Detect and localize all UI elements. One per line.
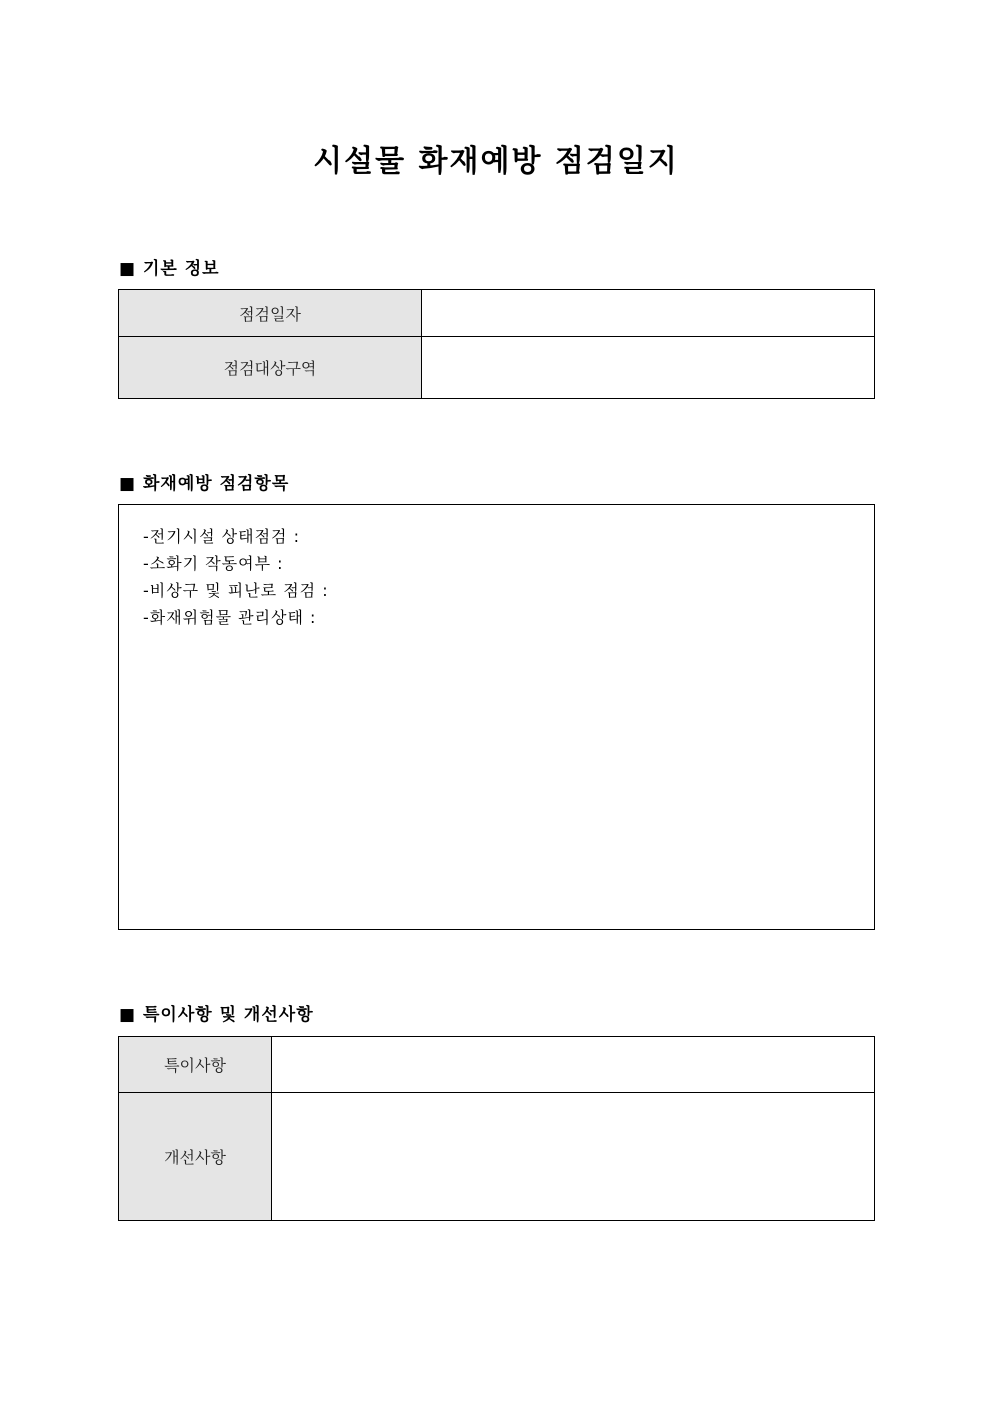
check-item: -소화기 작동여부 :: [143, 554, 284, 573]
notes-table: [118, 1036, 875, 1221]
basic-info-heading: ■ 기본 정보: [119, 259, 220, 279]
label-special-notes: 특이사항: [119, 1037, 272, 1093]
label-inspection-date: 점검일자: [119, 290, 422, 337]
check-item: -비상구 및 피난로 점검 :: [143, 581, 329, 600]
inspection-date-field[interactable]: [422, 290, 875, 337]
improvements-field[interactable]: [272, 1093, 875, 1221]
check-item: -전기시설 상태점검 :: [143, 527, 300, 546]
basic-info-table: [118, 289, 875, 399]
page-title: 시설물 화재예방 점검일지: [313, 144, 679, 179]
check-items-heading: ■ 화재예방 점검항목: [119, 474, 290, 494]
check-item: -화재위험물 관리상태 :: [143, 608, 317, 627]
inspection-area-field[interactable]: [422, 337, 875, 399]
notes-heading: ■ 특이사항 및 개선사항: [119, 1005, 314, 1025]
check-items-box[interactable]: [118, 504, 875, 930]
label-improvements: 개선사항: [119, 1093, 272, 1221]
label-inspection-area: 점검대상구역: [119, 337, 422, 399]
special-notes-field[interactable]: [272, 1037, 875, 1093]
